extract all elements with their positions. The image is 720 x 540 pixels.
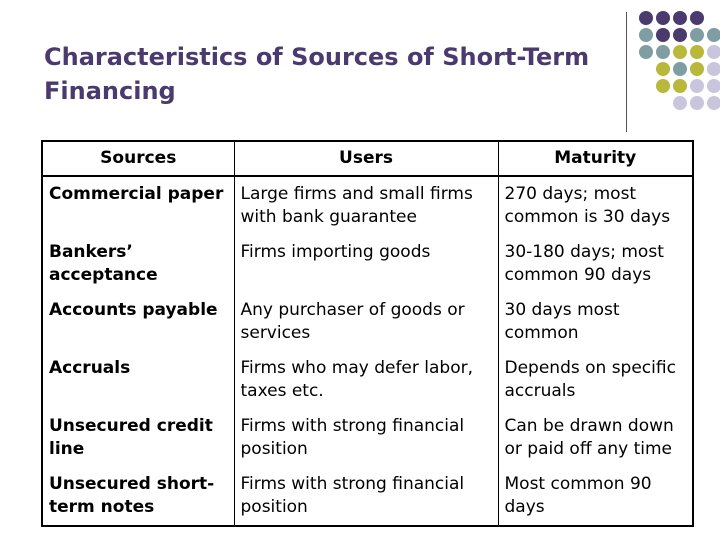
decorative-dot bbox=[707, 45, 720, 59]
table-row bbox=[42, 351, 693, 409]
decorative-dot bbox=[673, 96, 687, 110]
decorative-dot bbox=[673, 62, 687, 76]
decorative-dot bbox=[690, 79, 704, 93]
decorative-dot bbox=[707, 28, 720, 42]
decorative-dot bbox=[639, 11, 653, 25]
decorative-dot bbox=[690, 62, 704, 76]
cell-maturity: 30 days most common bbox=[498, 293, 693, 351]
cell-maturity: Depends on specific accruals bbox=[498, 351, 693, 409]
decorative-dot bbox=[656, 45, 670, 59]
decorative-dot bbox=[707, 96, 720, 110]
header-sources: Sources bbox=[42, 141, 234, 176]
decorative-dot bbox=[656, 62, 670, 76]
decorative-dot bbox=[673, 28, 687, 42]
header-users: Users bbox=[234, 141, 498, 176]
decorative-dot bbox=[690, 45, 704, 59]
decorative-dot bbox=[707, 79, 720, 93]
decorative-dot bbox=[656, 79, 670, 93]
table-row bbox=[42, 235, 693, 293]
decorative-dot bbox=[656, 11, 670, 25]
decorative-dot bbox=[690, 11, 704, 25]
table-row bbox=[42, 409, 693, 467]
cell-source: Unsecured short-term notes bbox=[42, 467, 234, 526]
decorative-dot bbox=[673, 45, 687, 59]
decorative-dot bbox=[639, 45, 653, 59]
cell-maturity: 270 days; most common is 30 days bbox=[498, 176, 693, 235]
cell-source: Accounts payable bbox=[42, 293, 234, 351]
cell-source: Accruals bbox=[42, 351, 234, 409]
table-header-row bbox=[42, 141, 693, 176]
decorative-dot bbox=[690, 28, 704, 42]
financing-sources-table bbox=[41, 140, 694, 527]
cell-source: Unsecured credit line bbox=[42, 409, 234, 467]
decorative-dot bbox=[656, 28, 670, 42]
header-maturity: Maturity bbox=[554, 148, 637, 168]
cell-users: Firms importing goods bbox=[234, 235, 498, 293]
table-row bbox=[42, 467, 693, 526]
decorative-dot bbox=[707, 62, 720, 76]
cell-source: Commercial paper bbox=[42, 176, 234, 235]
cell-users: Firms who may defer labor, taxes etc. bbox=[234, 351, 498, 409]
table-row bbox=[42, 176, 693, 235]
decorative-dot bbox=[673, 11, 687, 25]
cell-users: Any purchaser of goods or services bbox=[234, 293, 498, 351]
decorative-dot bbox=[639, 28, 653, 42]
divider-line bbox=[626, 12, 627, 132]
table-row bbox=[42, 293, 693, 351]
cell-users: Firms with strong financial position bbox=[234, 409, 498, 467]
cell-maturity: Can be drawn down or paid off any time bbox=[498, 409, 693, 467]
cell-maturity: Most common 90 days bbox=[498, 467, 693, 526]
decorative-dot bbox=[690, 96, 704, 110]
slide-title: Characteristics of Sources of Short-Term Financing bbox=[44, 43, 590, 105]
cell-users: Large firms and small firms with bank guarantee bbox=[234, 176, 498, 235]
cell-source: Bankers’ acceptance bbox=[42, 235, 234, 293]
cell-users: Firms with strong financial position bbox=[234, 467, 498, 526]
decorative-dot bbox=[673, 79, 687, 93]
cell-maturity: 30-180 days; most common 90 days bbox=[498, 235, 693, 293]
